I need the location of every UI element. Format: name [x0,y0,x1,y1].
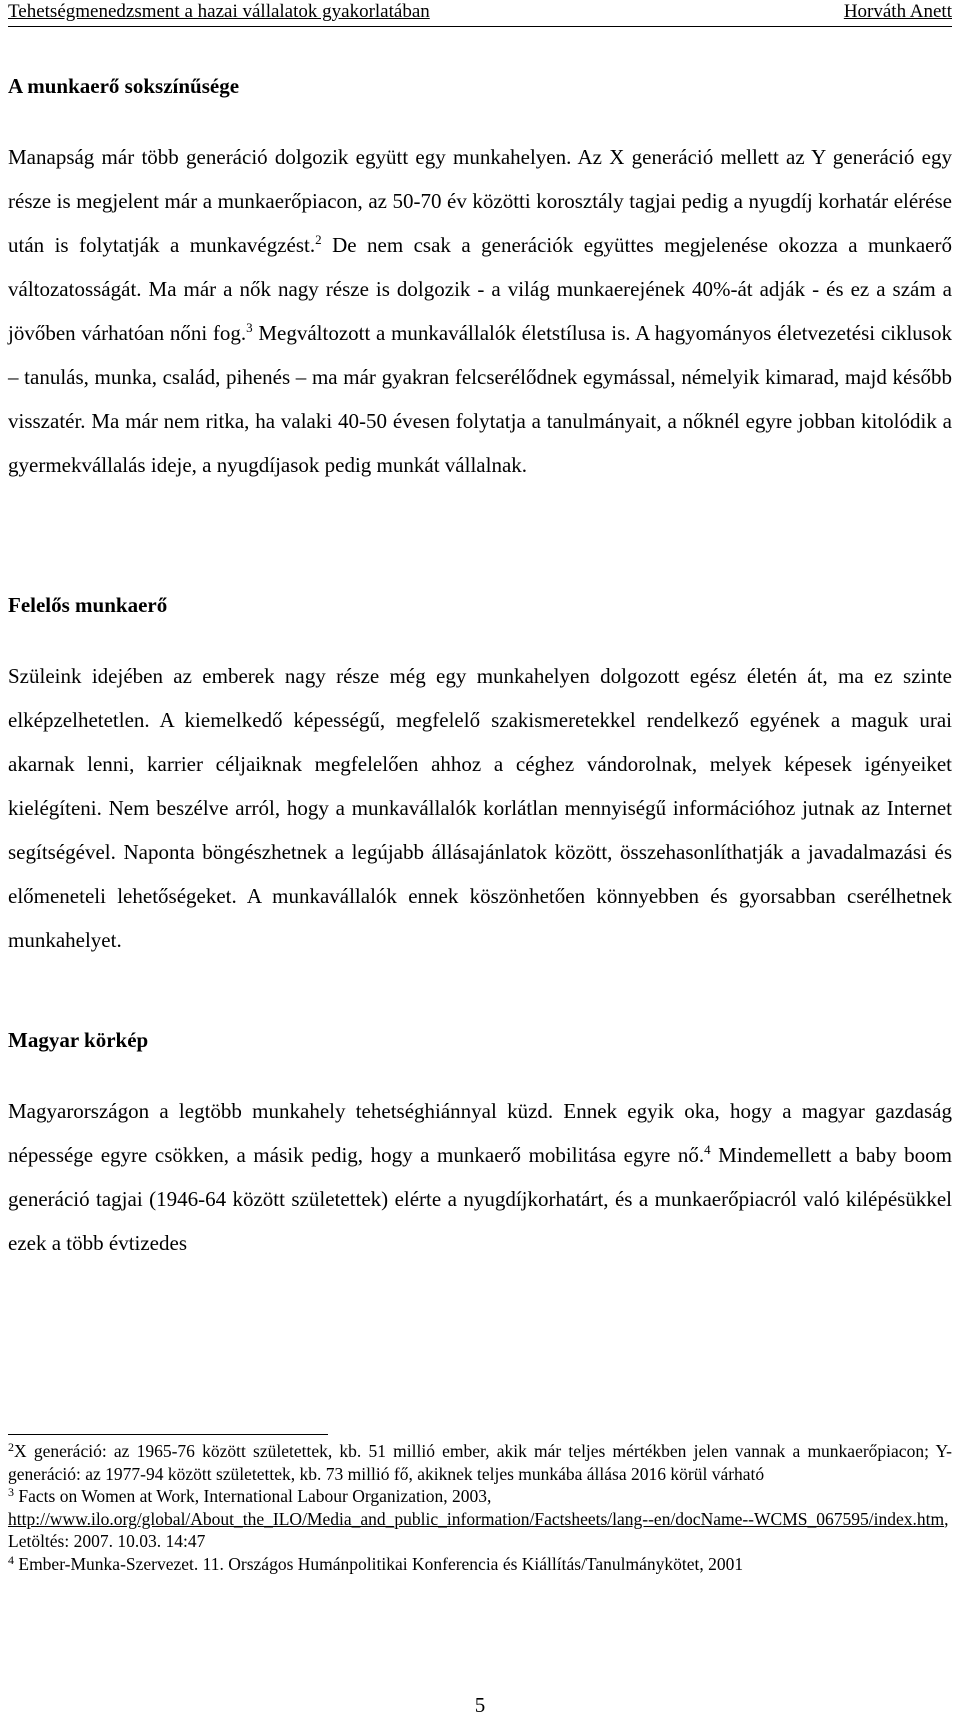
paragraph-hungarian-overview [8,1089,952,1265]
footnote-text: , Letöltés: 2007. 10.03. 14:47 [8,1508,949,1551]
footnote-link[interactable]: http://www.ilo.org/global/About_the_ILO/Media_and_public_information/Factsheets/lang--en/docName--WCMS_067595/index.htm [8,1508,945,1529]
footnote-3 [8,1485,952,1553]
text-run: Megváltozott a munkavállalók életstílusa is. A hagyományos életvezetési ciklusok – tanulás, munka, család, pihenés – ma már gyakran felcserélődnek egymással, némelyik kimarad, majd később visszatér. Ma már nem ritka, ha valaki 40-50 évesen folytatja a tanulmányait, a nőknél egyre jobban kitolódik a gyermekvállalás ideje, a nyugdíjasok pedig munkát vállalnak. [8,321,952,477]
paragraph-responsible-workforce [8,654,952,962]
text-run: De nem csak a generációk együttes megjelenése okozza a munkaerő változatosságát. Ma már a nők nagy része is dolgozik - a világ munkaerejének 40%-át adják - és ez a szám a jövőben várhatóan nőni fog. [8,233,952,345]
section-heading-responsible-workforce: Felelős munkaerő [8,593,168,617]
footnote-4 [8,1553,952,1576]
footnote-separator [8,1434,328,1435]
text-run: Mindemellett a baby boom generáció tagjai (1946-64 között születettek) elérte a nyugdíjkorhatárt, és a munkaerőpiacról való kilépésükkel ezek a több évtizedes [8,1143,952,1255]
page-number: 5 [474,1693,486,1717]
footnote-mark: 2 [8,1440,14,1454]
text-run: Szüleink idejében az emberek nagy része még egy munkahelyen dolgozott egész életén át, ma ez szinte elképzelhetetlen. A kiemelkedő képességű, megfelelő szakismeretekkel rendelkező egyének a maguk urai akarnak lenni, karrier céljaiknak megfelelően ahhoz a céghez vándorolnak, melyek képesek igényeiket kielégíteni. Nem beszélve arról, hogy a munkavállalók korlátlan mennyiségű információhoz jutnak az Internet segítségével. Naponta böngészhetnek a legújabb állásajánlatok között, összehasonlíthatják a javadalmazási és előmeneteli lehetőségeket. A munkavállalók ennek köszönhetően könnyebben és gyorsabban cserélhetnek munkahelyet. [8,664,952,952]
section-heading-diversity: A munkaerő sokszínűsége [8,74,240,98]
footnote-text: X generáció: az 1965-76 között születettek, kb. 51 millió ember, akik már teljes mértékben jelen vannak a munkaerőpiacon; Y-generáció: az 1977-94 között születettek, kb. 73 millió fő, akiknek teljes munkába állása 2016 körül várható [8,1441,952,1484]
running-header [8,0,952,27]
paragraph-diversity [8,135,952,487]
text-run: Manapság már több generáció dolgozik együtt egy munkahelyen. Az X generáció mellett az Y generáció egy része is megjelent már a munkaerőpiacon, az 50-70 év közötti korosztály tagjai pedig a nyugdíj korhatár elérése után is folytatják a munkavégzést. [8,145,952,257]
header-author: Horváth Anett [843,1,952,22]
footnote-ref-2[interactable]: 2 [315,232,322,247]
footnotes [8,1440,952,1575]
section-heading-hungarian-overview: Magyar körkép [8,1028,149,1052]
footnote-ref-4[interactable]: 4 [704,1142,711,1157]
text-run: Magyarországon a legtöbb munkahely tehetséghiánnyal küzd. Ennek egyik oka, hogy a magyar gazdaság népessége egyre csökken, a másik pedig, hogy a munkaerő mobilitása egyre nő. [8,1099,952,1167]
footnote-ref-3[interactable]: 3 [246,320,253,335]
footnote-text: Ember-Munka-Szervezet. 11. Országos Humánpolitikai Konferencia és Kiállítás/Tanulmánykötet, 2001 [14,1553,744,1574]
header-title: Tehetségmenedzsment a hazai vállalatok gyakorlatában [8,1,430,22]
footnote-text: Facts on Women at Work, International Labour Organization, 2003, [14,1486,492,1506]
footnote-mark: 3 [8,1485,14,1499]
footnote-mark: 4 [8,1552,14,1567]
footnote-2 [8,1440,952,1485]
